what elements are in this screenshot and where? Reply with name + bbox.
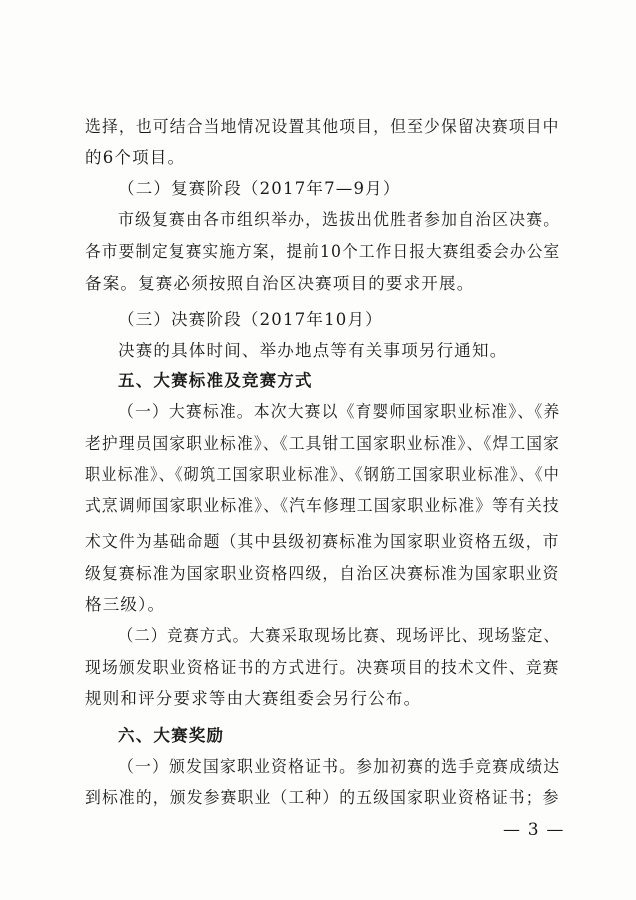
body-text-line: 市级复赛由各市组织举办，选拔出优胜者参加自治区决赛。 (118, 210, 561, 229)
subheading-line: （三）决赛阶段（2017年10月） (118, 310, 383, 329)
body-text-line: 术文件为基础命题（其中县级初赛标准为国家职业资格五级，市 (85, 532, 560, 551)
body-text-line: 现场颁发职业资格证书的方式进行。决赛项目的技术文件、竞赛 (85, 658, 560, 677)
body-text-line: 老护理员国家职业标准》、《工具钳工国家职业标准》、《焊工国家 (85, 434, 560, 453)
body-text-line: 到标准的，颁发参赛职业（工种）的五级国家职业资格证书；参 (85, 788, 560, 807)
body-text-line: 选择，也可结合当地情况设置其他项目，但至少保留决赛项目中 (85, 117, 560, 136)
section-heading: 六、大赛奖励 (118, 726, 225, 745)
subheading-line: （二）复赛阶段（2017年7—9月） (118, 179, 401, 198)
body-text-line: 职业标准》、《砌筑工国家职业标准》、《钢筋工国家职业标准》、《中 (85, 465, 560, 484)
body-text-line: （二）竞赛方式。大赛采取现场比赛、现场评比、现场鉴定、 (118, 626, 560, 645)
body-text-line: 的6个项目。 (85, 148, 186, 167)
body-text-line: 备案。复赛必须按照自治区决赛项目的要求开展。 (85, 274, 475, 293)
body-text-line: 规则和评分要求等由大赛组委会另行公布。 (85, 689, 422, 708)
body-text-line: 式烹调师国家职业标准》、《汽车修理工国家职业标准》等有关技 (85, 496, 560, 515)
body-text-line: 各市要制定复赛实施方案，提前10个工作日报大赛组委会办公室 (85, 242, 561, 261)
body-text-line: 级复赛标准为国家职业资格四级，自治区决赛标准为国家职业资 (85, 564, 560, 583)
body-text-line: 格三级）。 (85, 595, 166, 614)
section-heading: 五、大赛标准及竞赛方式 (118, 371, 313, 390)
page-number: — 3 — (503, 820, 565, 840)
body-text-line: （一）颁发国家职业资格证书。参加初赛的选手竞赛成绩达 (118, 757, 561, 776)
body-text-line: （一）大赛标准。本次大赛以《育婴师国家职业标准》、《养 (118, 402, 561, 421)
body-text-line: 决赛的具体时间、举办地点等有关事项另行通知。 (118, 341, 508, 360)
